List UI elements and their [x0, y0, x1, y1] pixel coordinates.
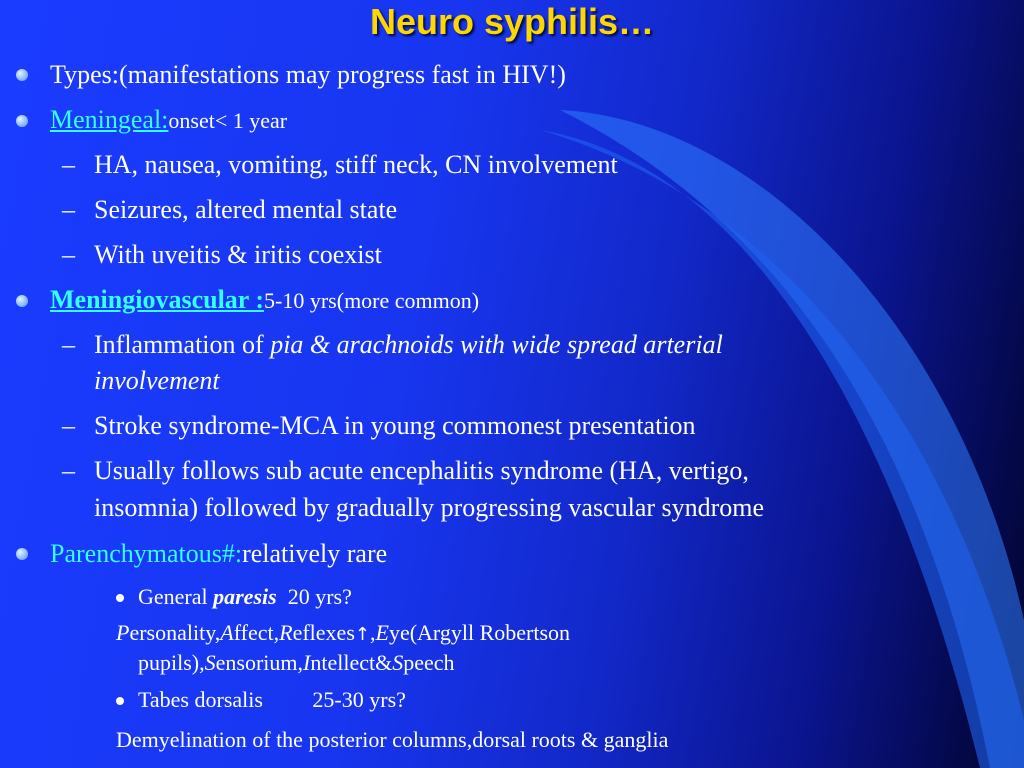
mnemonic-comma: , — [369, 620, 376, 645]
dash-icon: – — [62, 456, 75, 485]
mnemonic-e: E — [375, 620, 389, 645]
parenchymatous-heading: Parenchymatous#: — [50, 539, 243, 568]
mnemonic-s2: S — [392, 650, 404, 675]
general-paresis-line — [138, 584, 352, 610]
mnemonic-a: A — [220, 620, 234, 645]
inflammation-italic: pia & arachnoids with wide spread arterial — [270, 330, 723, 359]
paresis-mnemonic-1 — [116, 620, 570, 648]
dash-icon: – — [62, 195, 75, 224]
paresis-bold: paresis — [213, 584, 277, 609]
mnemonic-s: S — [204, 650, 216, 675]
inflammation-line-2: involvement — [94, 366, 220, 395]
dash-icon: – — [62, 330, 75, 359]
meningeal-heading: Meningeal: — [50, 105, 169, 134]
round-bullet-icon — [16, 548, 28, 560]
round-bullet-icon — [16, 295, 28, 307]
mnemonic-reflexes: eflexes — [292, 620, 355, 645]
mnemonic-intellect: ntellect& — [310, 650, 393, 675]
usually-follows-text-2: insomnia) followed by gradually progressing vascular syndrome — [94, 493, 765, 522]
tabes-dorsalis-text: Tabes dorsalis 25-30 yrs? — [138, 687, 406, 712]
meningeal-line — [50, 105, 287, 136]
small-bullet-icon — [116, 594, 124, 602]
stroke-text: Stroke syndrome-MCA in young commonest presentation — [94, 411, 696, 440]
paresis-mnemonic-2 — [138, 650, 455, 676]
types-text: Types:(manifestations may progress fast in HIV!) — [50, 60, 566, 89]
round-bullet-icon — [16, 69, 28, 81]
up-arrow-icon: ↑ — [354, 624, 370, 645]
meningeal-onset: onset< 1 year — [168, 108, 288, 133]
mnemonic-r: R — [279, 620, 293, 645]
dash-icon: – — [62, 411, 75, 440]
mnemonic-p: P — [116, 620, 130, 645]
mnemonic-personality: ersonality, — [129, 620, 221, 645]
mnemonic-speech: peech — [403, 650, 455, 675]
meningeal-sub-3: With uveitis & iritis coexist — [94, 240, 382, 269]
round-bullet-icon — [16, 115, 28, 127]
mnemonic-pupils: pupils), — [138, 650, 205, 675]
inflammation-prefix: Inflammation of — [94, 330, 271, 359]
parenchymatous-rest: relatively rare — [242, 539, 388, 568]
mnemonic-affect: ffect, — [233, 620, 280, 645]
dash-icon: – — [62, 150, 75, 179]
dash-icon: – — [62, 240, 75, 269]
meningeal-sub-2: Seizures, altered mental state — [94, 195, 398, 224]
general-years: 20 yrs? — [276, 584, 352, 609]
mnemonic-sensorium: ensorium, — [215, 650, 304, 675]
mnemonic-i: I — [303, 650, 311, 675]
meningiovascular-line — [50, 285, 479, 316]
usually-follows-text: Usually follows sub acute encephalitis syndrome (HA, vertigo, — [94, 456, 749, 485]
small-bullet-icon — [116, 697, 124, 705]
meningiovascular-onset: 5-10 yrs(more common) — [264, 288, 480, 313]
demyelination-text: Demyelination of the posterior columns,dorsal roots & ganglia — [116, 727, 669, 752]
inflammation-line — [94, 330, 723, 360]
meningeal-sub-1: HA, nausea, vomiting, stiff neck, CN involvement — [94, 150, 618, 179]
slide-title: Neuro syphilis… — [369, 1, 655, 42]
general-prefix: General — [138, 584, 214, 609]
mnemonic-eye: ye(Argyll Robertson — [388, 620, 571, 645]
meningiovascular-heading: Meningiovascular : — [50, 285, 265, 314]
parenchymatous-line — [50, 539, 387, 569]
